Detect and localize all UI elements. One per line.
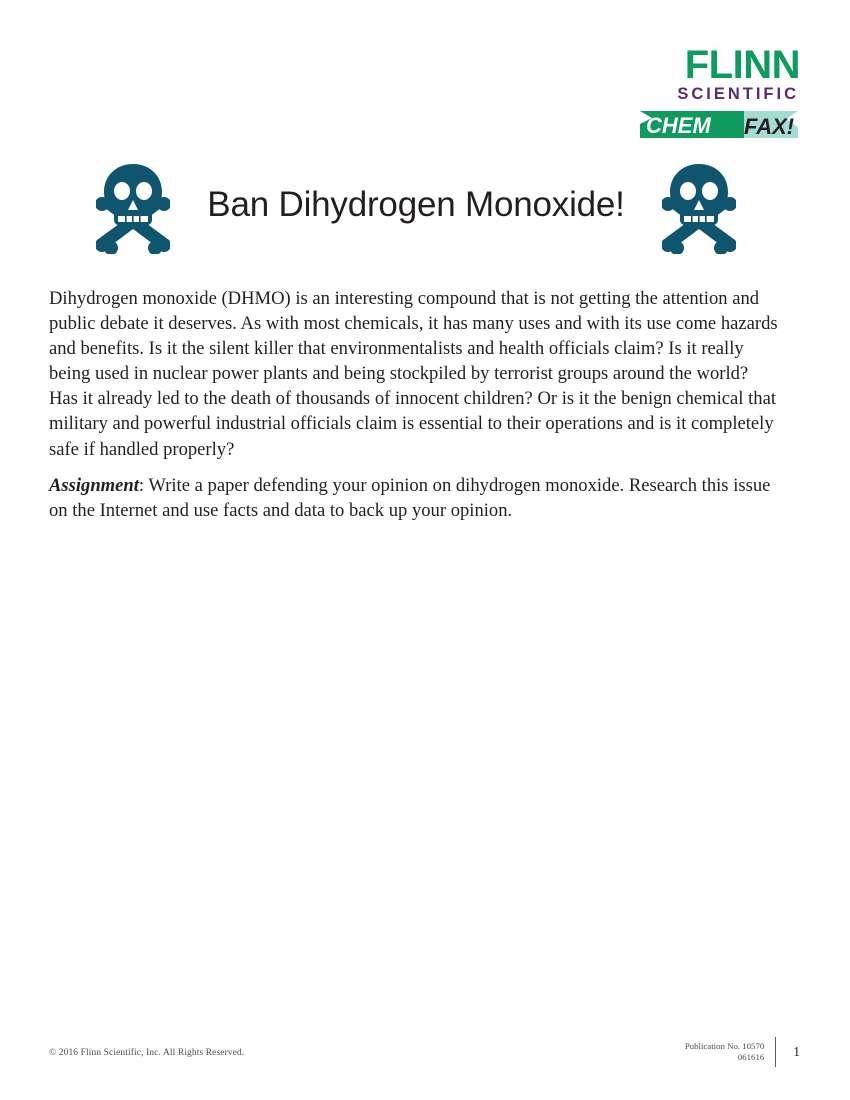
logo-brand-scientific: SCIENTIFIC [677,85,799,103]
page-footer [49,1032,802,1068]
logo-brand-flinn: FLINN [684,43,800,87]
ribbon-fax-text: FAX! [744,113,795,139]
skull-and-crossbones-icon [662,162,736,254]
publication-number: Publication No. 10570 [684,1040,765,1051]
document-body [49,286,779,534]
assignment-label: Assignment [49,474,139,496]
page-title: Ban Dihydrogen Monoxide! [207,185,625,224]
assignment-text: : Write a paper defending your opinion on dihydrogen monoxide. Research this issue on the Internet and use facts and data to back up your opinion. [49,474,771,521]
footer-publication-group [685,1037,802,1067]
copyright-notice: © 2016 Flinn Scientific, Inc. All Rights Reserved. [49,1048,245,1058]
ribbon-chem-text: CHEM [646,112,711,138]
intro-paragraph: Dihydrogen monoxide (DHMO) is an interesting compound that is not getting the attention and public debate it deserves. As with most chemicals, it has many uses and with its use come hazards and benefits. Is it the silent killer that environmentalists and health officials claim? Is it really being used in nuclear power plants and being stockpiled by terrorist groups around the world? Has it already led to the death of thousands of innocent children? Or is it the benign chemical that military and powerful industrial officials claim is essential to their operations and is it completely safe if handled properly? [49,288,778,460]
page-number: 1 [793,1044,800,1059]
skull-and-crossbones-icon [96,162,170,254]
chemfax-ribbon [640,109,800,139]
publication-info [685,1041,775,1064]
flinn-scientific-logo [640,43,800,139]
document-header [96,160,736,256]
publication-date-code: 061616 [737,1052,765,1062]
assignment-paragraph [49,473,779,523]
